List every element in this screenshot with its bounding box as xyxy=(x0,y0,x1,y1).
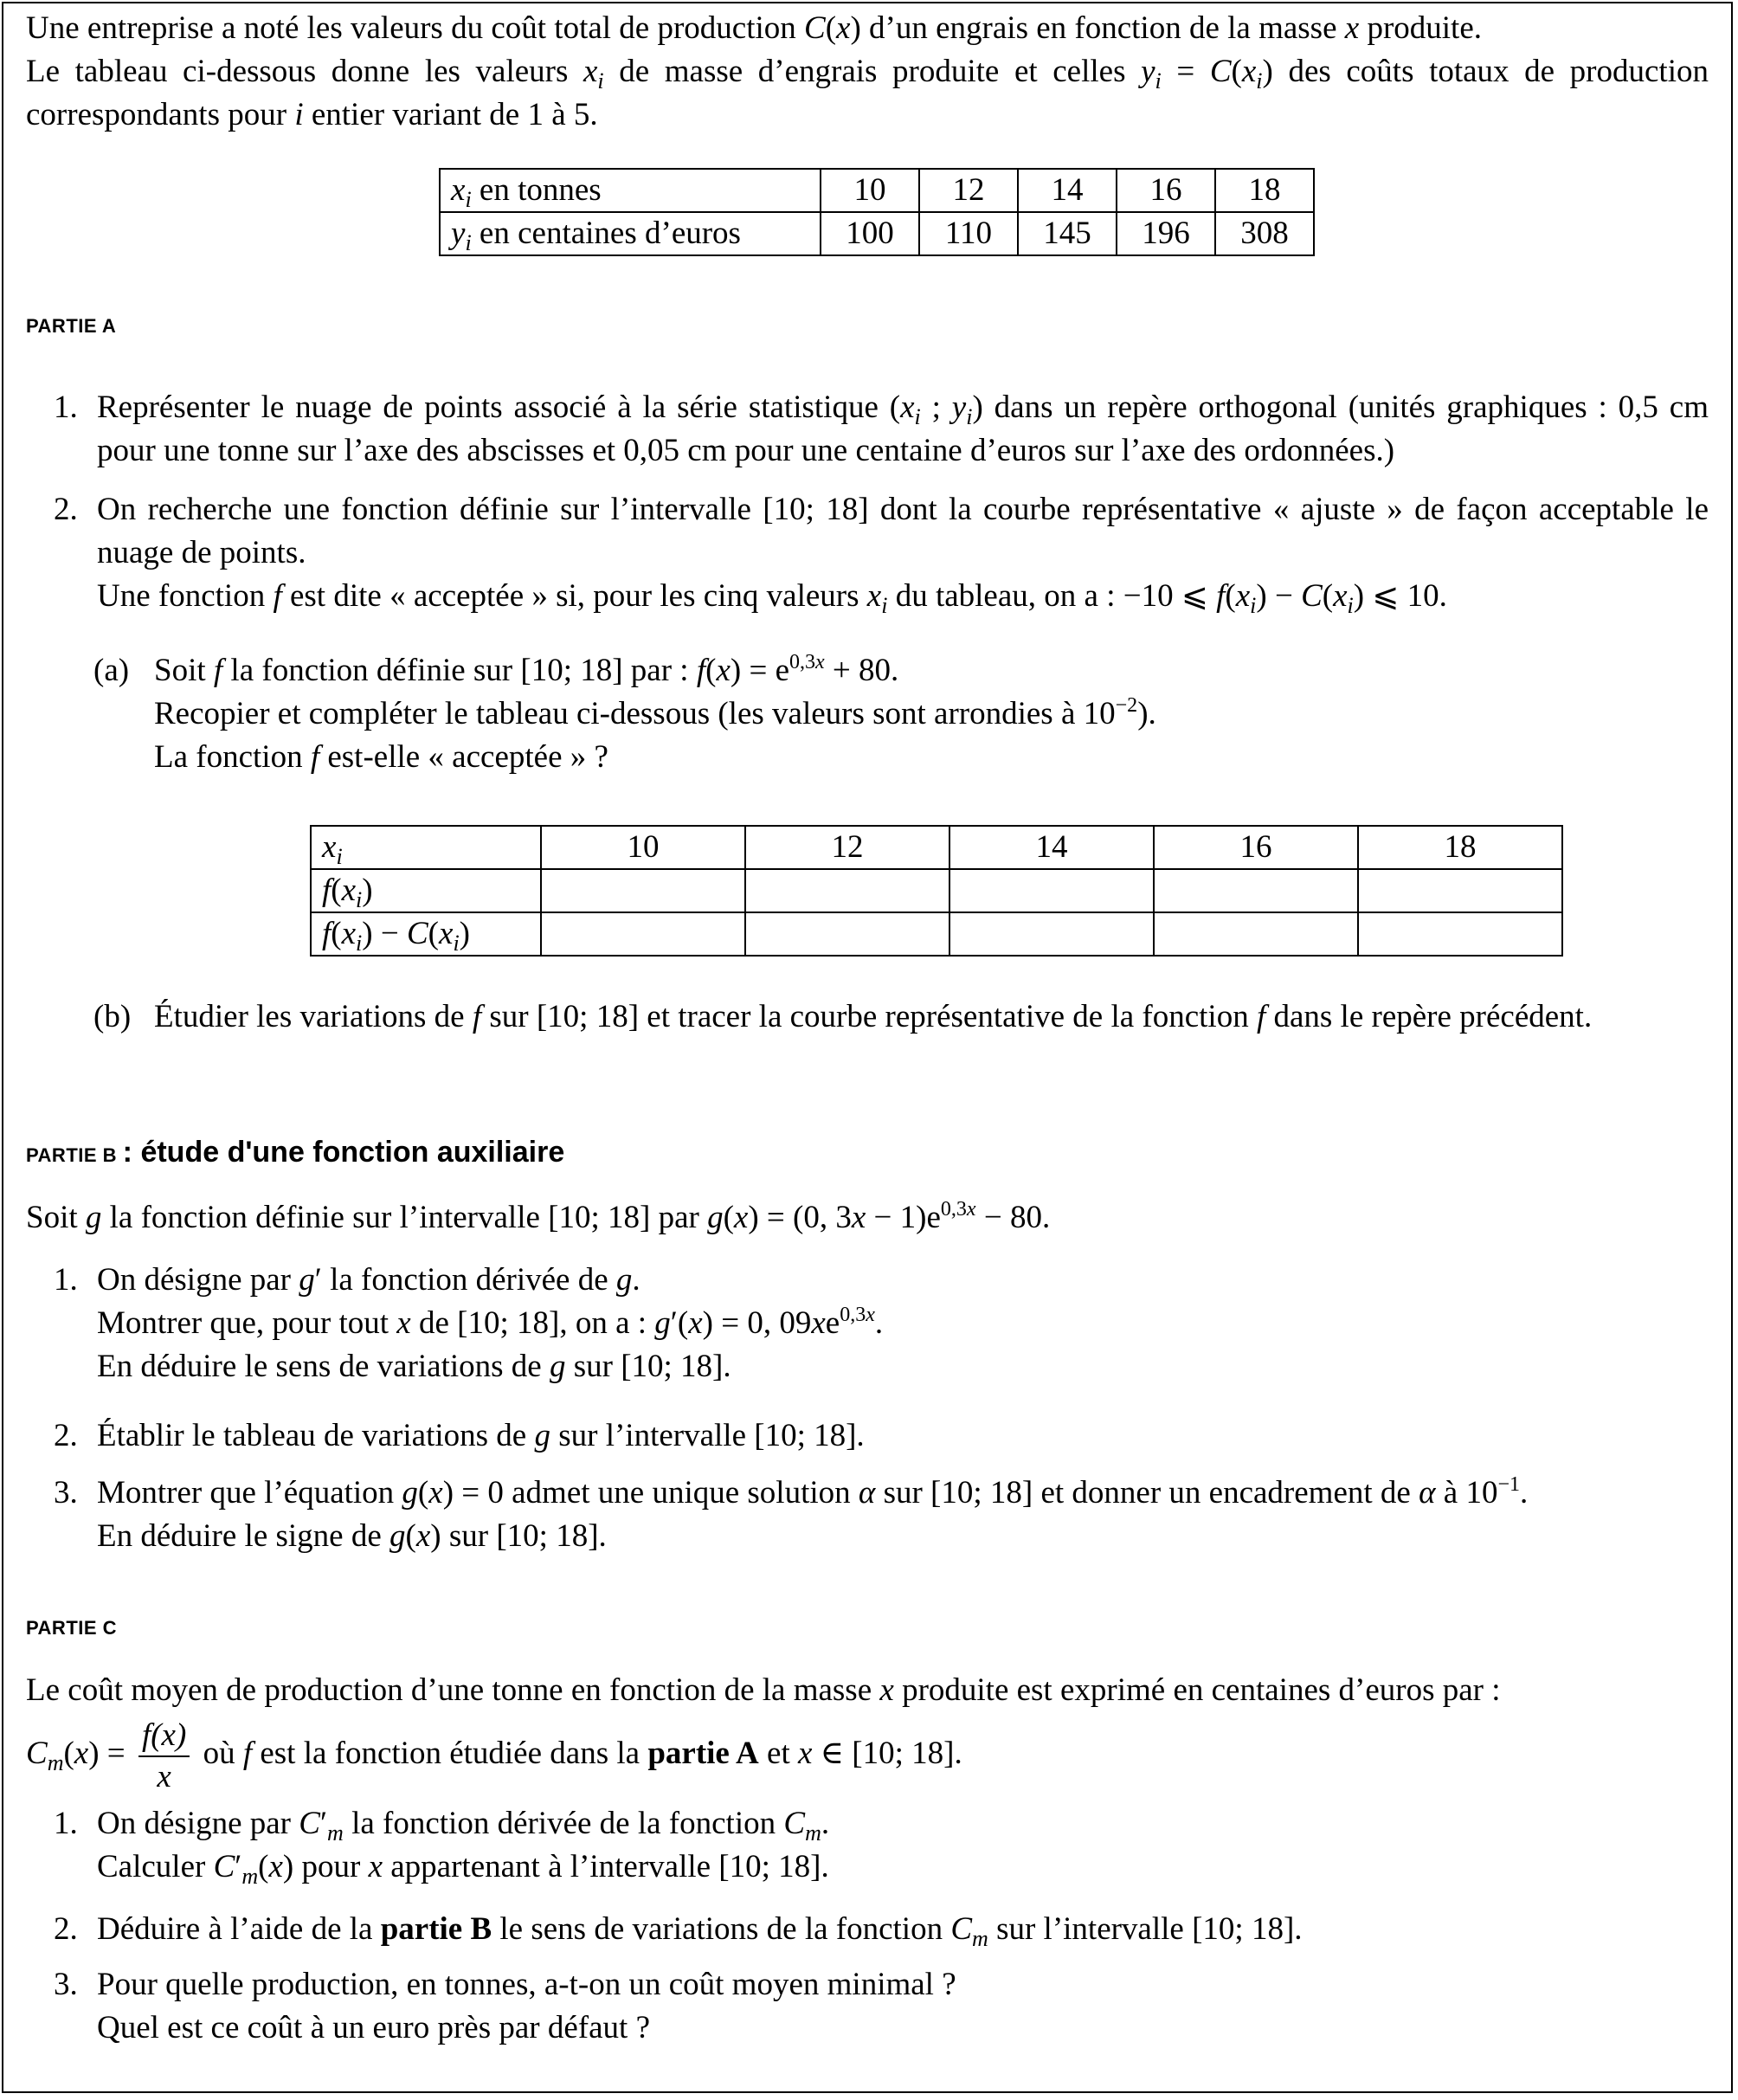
partC-question-3: 3. Pour quelle production, en tonnes, a-t-on un coût moyen minimal ? Quel est ce coût à un euro près par défaut ? xyxy=(54,1967,956,2045)
cell-x: 16 xyxy=(1154,826,1358,869)
partB-intro: Soit g la fonction définie sur l’intervalle [10; 18] par g(x) = (0, $3x - 1)e^{0,3x} - 80$. xyxy=(26,1198,1051,1235)
partC-question-2: 2. Déduire à l’aide de la partie B le sens de variations de la fonction $C_m$ sur l’intervalle [10; 18]. xyxy=(54,1911,1303,1951)
cell-x: 12 xyxy=(919,169,1018,212)
empty-cell xyxy=(541,869,745,912)
cell-x: 10 xyxy=(821,169,919,212)
cell-x: 14 xyxy=(949,826,1154,869)
cell-x: 12 xyxy=(745,826,949,869)
exercise-page xyxy=(2,2,1733,2093)
row-label-fxi: $f(x_i)$ xyxy=(311,869,541,912)
table-row xyxy=(440,169,1314,212)
cell-x: 18 xyxy=(1215,169,1314,212)
empty-cell xyxy=(745,912,949,956)
row-label-diff: $f(x_i) - C(x_i)$ xyxy=(311,912,541,956)
partC-formula: $C_m(x)$ = $\frac{f(x)}{x}$ où f est la fonction étudiée dans la partie A et x ∈ [10; 18]. xyxy=(26,1710,1709,1797)
cell-x: 14 xyxy=(1018,169,1117,212)
partC-heading: PARTIE C xyxy=(26,1617,118,1639)
cell-y: 100 xyxy=(821,212,919,255)
row-label-y: $y_i$ en centaines d’euros xyxy=(440,212,821,255)
completion-table xyxy=(310,825,1563,957)
table-row xyxy=(311,869,1562,912)
table-row xyxy=(311,912,1562,956)
cell-x: 10 xyxy=(541,826,745,869)
partA-question-2a: (a) Soit f la fonction définie sur [10; 18] par : $f(x) = e^{0,3x} + 80$. Recopier et compléter le tableau ci-dessous (les valeurs sont arrondies à $10^{-2}$). La fonction f est-elle « acceptée » ? xyxy=(93,651,1156,775)
partA-question-2: 2. On recherche une fonction définie sur l’intervalle [10; 18] dont la courbe représentative « ajuste » de façon acceptable le nuage de points. Une fonction f est dite « acceptée » si, pour les cinq valeurs $x_i$ du tableau, on a : −10 ⩽ $f(x_i) - C(x_i)$ ⩽ 10. xyxy=(54,492,1709,618)
partA-question-1: 1. Représenter le nuage de points associé à la série statistique ($x_i$ ; $y_i$) dans un repère orthogonal (unités graphiques : 0,5 cm pour une tonne sur l’axe des abscisses et 0,05 cm pour une centaine d’euros sur l’axe des ordonnées.) xyxy=(54,390,1709,468)
cell-x: 18 xyxy=(1358,826,1562,869)
empty-cell xyxy=(1154,869,1358,912)
empty-cell xyxy=(1154,912,1358,956)
row-label-xi: $x_i$ xyxy=(311,826,541,869)
empty-cell xyxy=(949,869,1154,912)
intro-paragraph-1: Une entreprise a noté les valeurs du coût total de production C(x) d’un engrais en fonction de la masse x produite. xyxy=(26,10,1482,46)
row-label-x: $x_i$ en tonnes xyxy=(440,169,821,212)
empty-cell xyxy=(1358,912,1562,956)
cell-y: 308 xyxy=(1215,212,1314,255)
cell-y: 110 xyxy=(919,212,1018,255)
partB-question-1: 1. On désigne par g′ la fonction dérivée de g. Montrer que, pour tout x de [10; 18], on a : g′(x) = 0, $09xe^{0,3x}$. En déduire le sens de variations de g sur [10; 18]. xyxy=(54,1262,884,1384)
table-row xyxy=(311,826,1562,869)
cell-x: 16 xyxy=(1117,169,1215,212)
partA-question-2b: (b) Étudier les variations de f sur [10; 18] et tracer la courbe représentative de la fonction f dans le repère précédent. xyxy=(93,999,1593,1034)
empty-cell xyxy=(1358,869,1562,912)
fraction: $\frac{f(x)}{x}$ xyxy=(138,1716,190,1797)
empty-cell xyxy=(949,912,1154,956)
partC-question-1: 1. On désigne par $C'_m$ la fonction dérivée de la fonction $C_m$. Calculer $C'_m(x)$ pour x appartenant à l’intervalle [10; 18]. xyxy=(54,1806,830,1889)
data-table xyxy=(439,168,1315,256)
empty-cell xyxy=(745,869,949,912)
partC-intro: Le coût moyen de production d’une tonne en fonction de la masse x produite est exprimé en centaines d’euros par : xyxy=(26,1672,1501,1708)
partB-heading: PARTIE B : étude d'une fonction auxiliaire xyxy=(26,1136,565,1169)
cell-y: 196 xyxy=(1117,212,1215,255)
partA-heading: PARTIE A xyxy=(26,315,117,337)
empty-cell xyxy=(541,912,745,956)
table-row xyxy=(440,212,1314,255)
cell-y: 145 xyxy=(1018,212,1117,255)
partB-question-3: 3. Montrer que l’équation g(x) = 0 admet une unique solution α sur [10; 18] et donner un encadrement de α à $10^{-1}$. En déduire le signe de g(x) sur [10; 18]. xyxy=(54,1473,1529,1554)
intro-paragraph-2: Le tableau ci-dessous donne les valeurs $x_i$ de masse d’engrais produite et celles $y_i = C(x_i)$ des coûts totaux de production correspondants pour i entier variant de 1 à 5. xyxy=(26,54,1709,132)
partB-question-2: 2. Établir le tableau de variations de g sur l’intervalle [10; 18]. xyxy=(54,1418,865,1453)
